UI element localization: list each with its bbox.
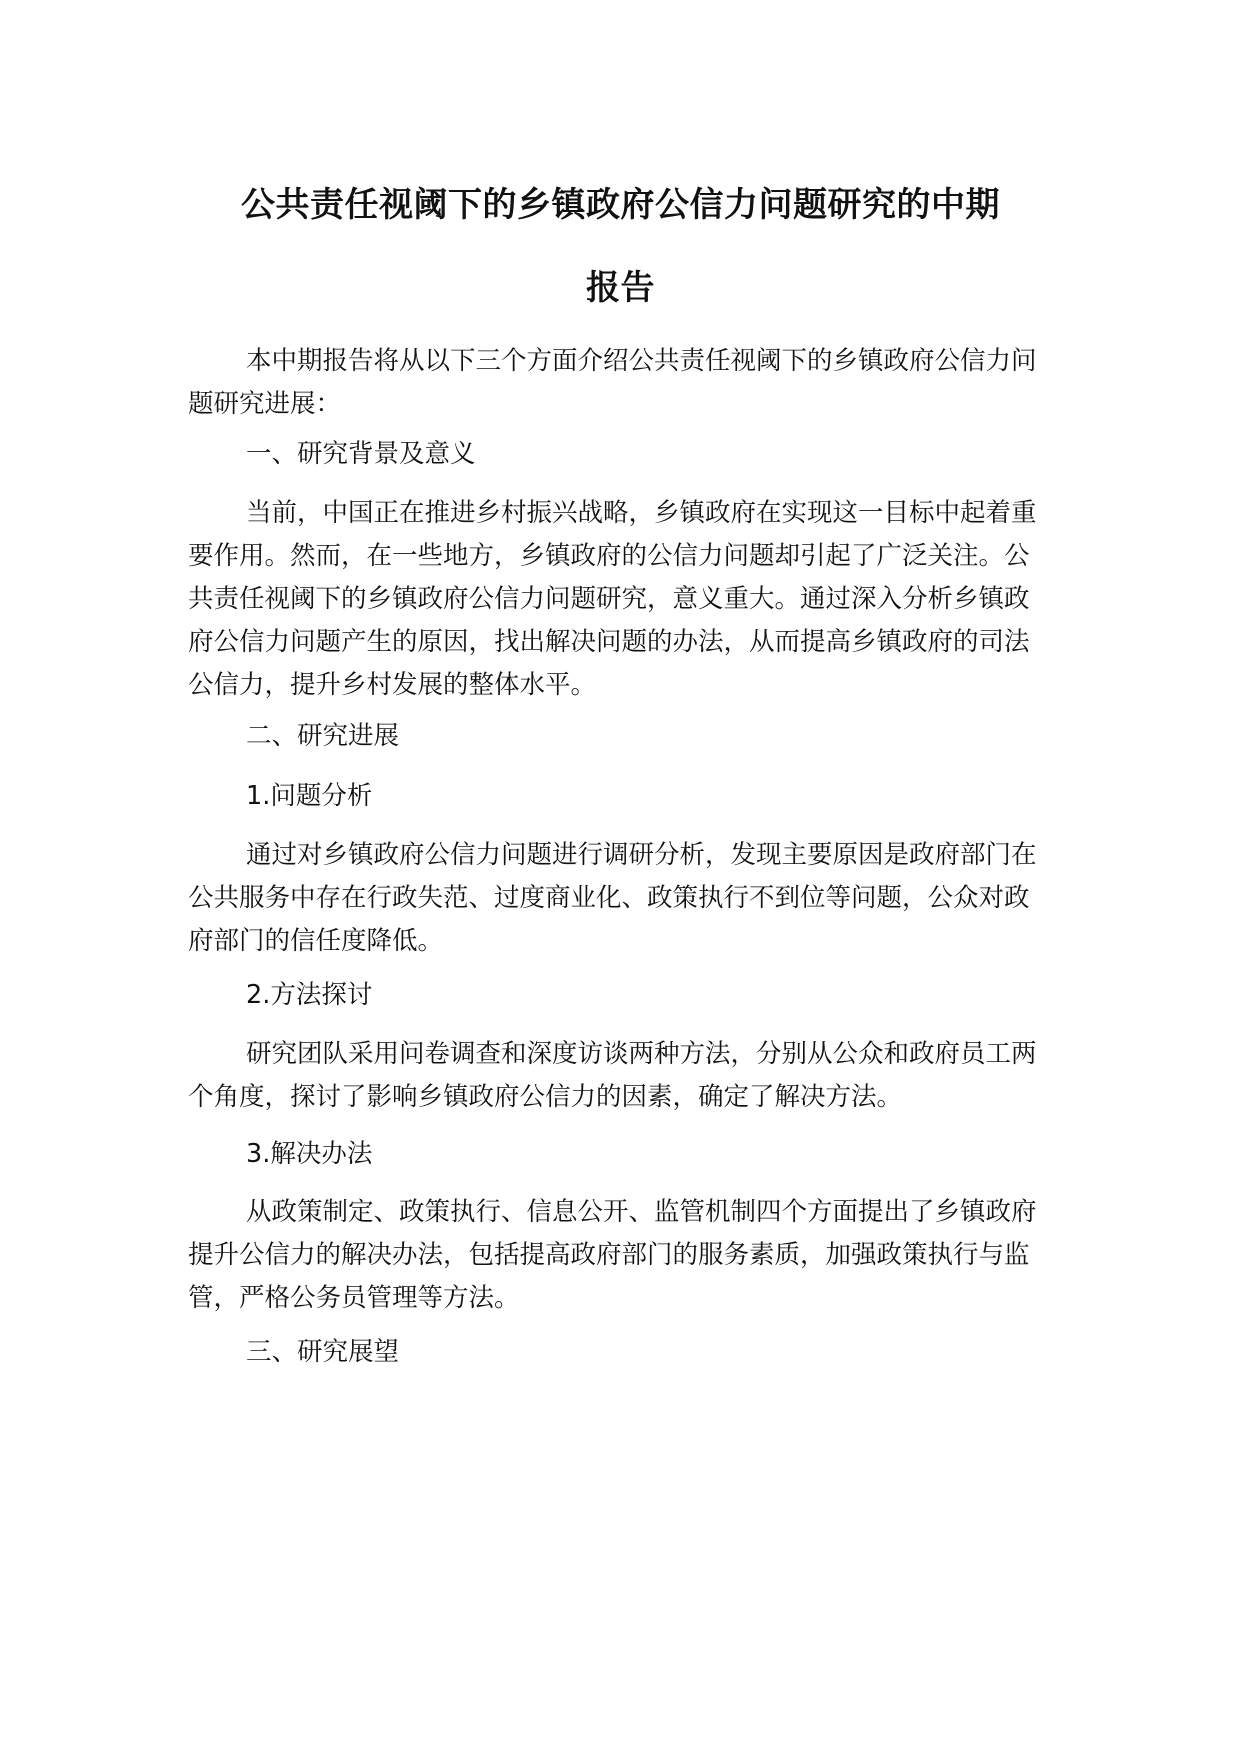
subsection-3-paragraph: 从政策制定、政策执行、信息公开、监管机制四个方面提出了乡镇政府提升公信力的解决办法，包括提高政府部门的服务素质，加强政策执行与监管，严格公务员管理等方法。 xyxy=(188,1197,1037,1313)
subsection-1-heading: 1.问题分析 xyxy=(246,781,373,811)
subsection-3-heading: 3.解决办法 xyxy=(246,1139,373,1169)
section-2-heading: 二、研究进展 xyxy=(246,721,400,751)
document-title-line-2: 报告 xyxy=(586,268,655,308)
subsection-2-heading: 2.方法探讨 xyxy=(246,980,373,1010)
section-1-paragraph: 当前，中国正在推进乡村振兴战略，乡镇政府在实现这一目标中起着重要作用。然而，在一些地方，乡镇政府的公信力问题却引起了广泛关注。公共责任视阈下的乡镇政府公信力问题研究，意义重大。通过深入分析乡镇政府公信力问题产生的原因，找出解决问题的办法，从而提高乡镇政府的司法公信力，提升乡村发展的整体水平。 xyxy=(188,498,1037,700)
section-3-heading: 三、研究展望 xyxy=(246,1337,400,1367)
document-title-line-1: 公共责任视阈下的乡镇政府公信力问题研究的中期 xyxy=(241,185,1000,225)
subsection-1-paragraph: 通过对乡镇政府公信力问题进行调研分析，发现主要原因是政府部门在公共服务中存在行政失范、过度商业化、政策执行不到位等问题，公众对政府部门的信任度降低。 xyxy=(188,840,1037,956)
section-1-heading: 一、研究背景及意义 xyxy=(246,439,476,469)
subsection-2-paragraph: 研究团队采用问卷调查和深度访谈两种方法，分别从公众和政府员工两个角度，探讨了影响乡镇政府公信力的因素，确定了解决方法。 xyxy=(188,1039,1037,1112)
intro-paragraph: 本中期报告将从以下三个方面介绍公共责任视阈下的乡镇政府公信力问题研究进展： xyxy=(188,346,1037,419)
